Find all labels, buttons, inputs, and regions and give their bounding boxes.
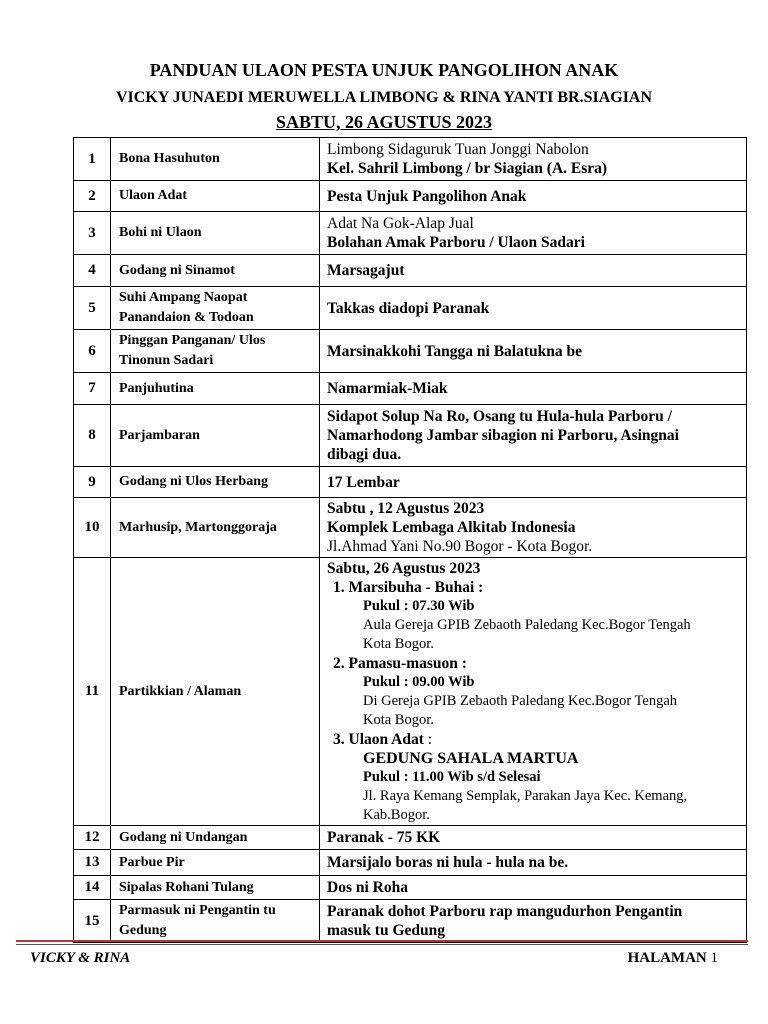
value-line: dibagi dua.	[327, 446, 402, 463]
table-row	[74, 212, 747, 255]
couple-names: VICKY JUNAEDI MERUWELLA LIMBONG & RINA YANTI BR.SIAGIAN	[115, 89, 653, 106]
table-row	[74, 255, 747, 287]
row-value	[320, 498, 747, 558]
schedule-item-time: Pukul : 11.00 Wib s/d Selesai	[363, 769, 541, 785]
table-row	[74, 826, 747, 850]
schedule-item-place: Jl. Raya Kemang Semplak, Parakan Jaya Kec. Kemang,	[363, 788, 688, 804]
footer-divider	[16, 944, 748, 945]
row-label: Bohi ni Ulaon	[111, 212, 320, 255]
value-line: masuk tu Gedung	[327, 922, 446, 939]
schedule-item-title-line	[327, 730, 746, 749]
row-number: 6	[74, 330, 111, 373]
schedule-item-place: Di Gereja GPIB Zebaoth Paledang Kec.Bogor Tengah	[363, 693, 678, 709]
row-number: 3	[74, 212, 111, 255]
row-value: Dos ni Roha	[320, 876, 747, 900]
row-value: Marsijalo boras ni hula - hula na be.	[320, 850, 747, 876]
table-row	[74, 405, 747, 467]
page-value: 1	[710, 950, 718, 966]
row-number: 14	[74, 876, 111, 900]
row-label: Godang ni Sinamot	[111, 255, 320, 287]
value-line: Komplek Lembaga Alkitab Indonesia	[327, 519, 576, 536]
row-number: 4	[74, 255, 111, 287]
table-row	[74, 138, 747, 181]
row-value: Marsagajut	[320, 255, 747, 287]
row-number: 2	[74, 181, 111, 212]
row-value: Namarmiak-Miak	[320, 373, 747, 405]
row-value: Marsinakkohi Tangga ni Balatukna be	[320, 330, 747, 373]
schedule-item-venue: GEDUNG SAHALA MARTUA	[363, 750, 579, 767]
table-row	[74, 287, 747, 330]
schedule-item-place: Kab.Bogor.	[363, 807, 430, 823]
row-number: 5	[74, 287, 111, 330]
footer-couple: VICKY & RINA	[30, 950, 131, 966]
row-label	[111, 330, 320, 373]
value-line: Namarhodong Jambar sibagion ni Parboru, Asingnai	[327, 427, 679, 444]
row-number: 12	[74, 826, 111, 850]
table-row	[74, 498, 747, 558]
row-label: Panjuhutina	[111, 373, 320, 405]
row-label: Godang ni Ulos Herbang	[111, 467, 320, 498]
value-line: Kel. Sahril Limbong / br Siagian (A. Esra)	[327, 160, 608, 177]
row-number: 1	[74, 138, 111, 181]
table-row	[74, 467, 747, 498]
row-value: Takkas diadopi Paranak	[320, 287, 747, 330]
value-line: Bolahan Amak Parboru / Ulaon Sadari	[327, 234, 585, 251]
row-number: 13	[74, 850, 111, 876]
row-label	[111, 287, 320, 330]
value-line: Adat Na Gok-Alap Jual	[327, 215, 474, 232]
row-label: Bona Hasuhuton	[111, 138, 320, 181]
table-row	[74, 876, 747, 900]
schedule-item-time: Pukul : 07.30 Wib	[363, 598, 475, 614]
row-label	[111, 900, 320, 943]
page-number	[628, 950, 718, 967]
row-label: Sipalas Rohani Tulang	[111, 876, 320, 900]
row-value	[320, 138, 747, 181]
row-number: 11	[74, 558, 111, 826]
row-number: 15	[74, 900, 111, 943]
row-value	[320, 405, 747, 467]
schedule-item-place: Aula Gereja GPIB Zebaoth Paledang Kec.Bogor Tengah	[363, 617, 691, 633]
row-label: Godang ni Undangan	[111, 826, 320, 850]
row-value: Paranak - 75 KK	[320, 826, 747, 850]
document-title: PANDUAN ULAON PESTA UNJUK PANGOLIHON ANAK	[149, 60, 619, 80]
row-number: 10	[74, 498, 111, 558]
row-value	[320, 212, 747, 255]
row-value	[320, 558, 747, 826]
schedule-item-place: Kota Bogor.	[363, 712, 434, 728]
row-value: Pesta Unjuk Pangolihon Anak	[320, 181, 747, 212]
row-label: Parbue Pir	[111, 850, 320, 876]
row-number: 8	[74, 405, 111, 467]
schedule-item-place: Kota Bogor.	[363, 636, 434, 652]
row-label: Parjambaran	[111, 405, 320, 467]
title-colon: :	[423, 731, 433, 748]
value-line: Paranak dohot Parboru rap mangudurhon Pengantin	[327, 903, 683, 920]
table-row	[74, 373, 747, 405]
value-line: Jl.Ahmad Yani No.90 Bogor - Kota Bogor.	[327, 538, 593, 555]
value-line: Limbong Sidaguruk Tuan Jonggi Nabolon	[327, 141, 589, 158]
table-row	[74, 558, 747, 826]
label-line: Gedung	[119, 923, 167, 938]
schedule-item-title: 1. Marsibuha - Buhai :	[333, 579, 484, 596]
value-line: Sabtu , 12 Agustus 2023	[327, 500, 485, 517]
row-label: Ulaon Adat	[111, 181, 320, 212]
value-line: Sabtu, 26 Agustus 2023	[327, 560, 481, 577]
table-row	[74, 330, 747, 373]
table-row	[74, 850, 747, 876]
label-line: Tinonun Sadari	[119, 353, 214, 368]
page-label: HALAMAN	[627, 950, 707, 966]
table-row	[74, 900, 747, 943]
schedule-item-title: 3. Ulaon Adat	[333, 731, 424, 748]
row-value: 17 Lembar	[320, 467, 747, 498]
label-line: Pinggan Panganan/ Ulos	[119, 333, 266, 348]
event-date: SABTU, 26 AGUSTUS 2023	[275, 112, 493, 132]
row-label: Partikkian / Alaman	[111, 558, 320, 826]
row-number: 7	[74, 373, 111, 405]
label-line: Parmasuk ni Pengantin tu	[119, 903, 276, 918]
row-value	[320, 900, 747, 943]
schedule-item-title: 2. Pamasu-masuon :	[333, 655, 467, 672]
schedule-table	[73, 137, 747, 943]
schedule-item-time: Pukul : 09.00 Wib	[363, 674, 475, 690]
footer-divider	[16, 940, 748, 942]
row-label: Marhusip, Martonggoraja	[111, 498, 320, 558]
table-row	[74, 181, 747, 212]
label-line: Suhi Ampang Naopat	[119, 290, 248, 305]
row-number: 9	[74, 467, 111, 498]
label-line: Panandaion & Todoan	[119, 310, 254, 325]
value-line: Sidapot Solup Na Ro, Osang tu Hula-hula Parboru /	[327, 408, 672, 425]
